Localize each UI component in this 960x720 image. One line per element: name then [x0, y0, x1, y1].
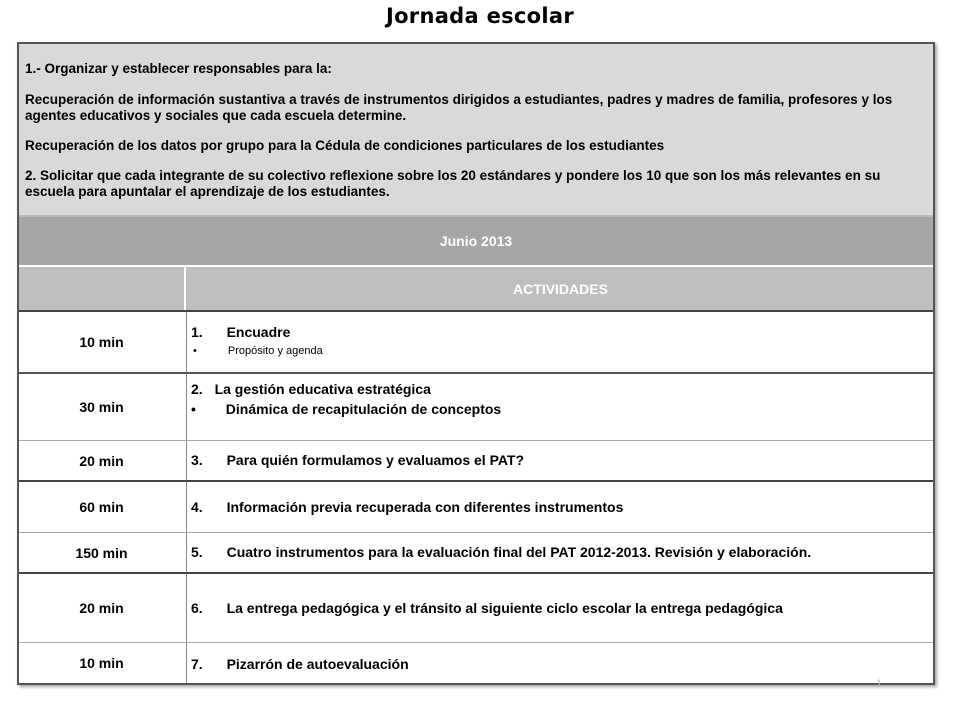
bullet: • — [191, 401, 196, 417]
row-number: 5. — [191, 544, 203, 560]
table-row — [19, 480, 933, 532]
row-time: 60 min — [79, 499, 124, 515]
row-activity — [186, 482, 933, 532]
row-subtext: Propósito y agenda — [227, 345, 323, 357]
intro-heading: 1.- Organizar y establecer responsables para la: — [25, 61, 332, 76]
row-text: La gestión educativa estratégica — [214, 381, 431, 397]
table-row — [19, 372, 933, 440]
row-activity — [186, 374, 933, 440]
slide-sheet — [17, 42, 935, 685]
row-activity — [186, 533, 933, 572]
activities-label: ACTIVIDADES — [513, 280, 608, 297]
row-time: 10 min — [79, 655, 124, 671]
intro-block — [19, 44, 933, 217]
row-activity — [186, 441, 933, 480]
period-header — [19, 217, 933, 267]
page-title: Jornada escolar — [385, 4, 575, 28]
row-text: Información previa recuperada con diferentes instrumentos — [226, 499, 624, 515]
row-time: 10 min — [79, 334, 124, 350]
row-number: 3. — [191, 452, 203, 468]
period-label: Junio 2013 — [439, 233, 513, 249]
row-text: La entrega pedagógica y el tránsito al siguiente ciclo escolar la entrega pedagógica — [226, 600, 783, 616]
row-activity — [186, 312, 933, 372]
intro-paragraph-cedula: Recuperación de los datos por grupo para la Cédula de condiciones particulares de los estudiantes — [25, 138, 665, 153]
table-row — [19, 532, 933, 572]
table-row — [19, 572, 933, 642]
row-activity — [186, 574, 933, 642]
intro-paragraph-recuperacion: Recuperación de información sustantiva a través de instrumentos dirigidos a estudiantes, padres y madres de familia, profesores y los agentes educativos y sociales que cada escuela determine. — [25, 92, 893, 123]
table-row — [19, 440, 933, 480]
row-number: 1. — [191, 324, 203, 340]
row-text: Para quién formulamos y evaluamos el PAT? — [226, 452, 525, 468]
intro-paragraph-estandares: 2. Solicitar que cada integrante de su colectivo reflexione sobre los 20 estándares y pondere los 10 que son los más relevantes en su escuela para apuntalar el aprendizaje de los estudiantes. — [25, 168, 881, 199]
row-number: 4. — [191, 499, 203, 515]
row-number: 7. — [191, 656, 203, 672]
row-time: 20 min — [79, 600, 124, 616]
row-number: 2. — [191, 381, 203, 397]
table-row — [19, 310, 933, 372]
row-time: 20 min — [79, 452, 124, 469]
activities-header-cell — [184, 267, 935, 310]
row-text: Pizarrón de autoevaluación — [226, 656, 409, 672]
page-number: 1 — [876, 678, 883, 690]
row-time: 150 min — [75, 544, 128, 561]
row-activity — [186, 643, 933, 683]
row-text: Encuadre — [226, 324, 291, 340]
row-time: 30 min — [79, 399, 124, 415]
row-text: Cuatro instrumentos para la evaluación final del PAT 2012-2013. Revisión y elaboración. — [226, 544, 812, 560]
bullet: • — [193, 345, 197, 357]
row-subtext: Dinámica de recapitulación de conceptos — [225, 401, 502, 417]
table-row — [19, 642, 933, 683]
activities-header — [19, 267, 933, 310]
row-number: 6. — [191, 600, 203, 616]
